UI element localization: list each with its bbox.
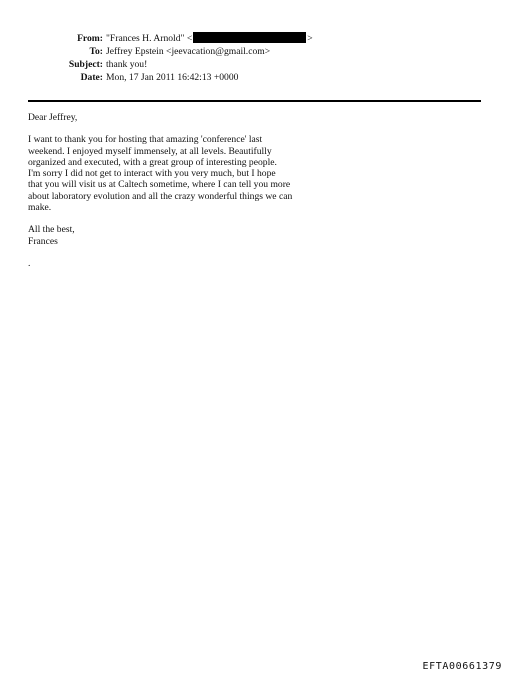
document-id: EFTA00661379 xyxy=(422,661,502,672)
email-header xyxy=(0,32,512,84)
date-value: Mon, 17 Jan 2011 16:42:13 +0000 xyxy=(106,72,239,83)
from-value xyxy=(106,32,313,45)
message-body xyxy=(28,112,328,269)
closing: All the best, xyxy=(28,224,75,236)
to-row xyxy=(0,45,512,58)
trailing-mark: . xyxy=(28,257,31,269)
from-label: From: xyxy=(77,33,103,44)
date-label: Date: xyxy=(80,72,103,83)
paragraph-line: about laboratory evolution and all the crazy wonderful things we can xyxy=(28,190,293,202)
paragraph-line: organized and executed, with a great group of interesting people. xyxy=(28,156,277,168)
to-value: Jeffrey Epstein <jeevacation@gmail.com> xyxy=(106,46,271,57)
subject-row xyxy=(0,58,512,71)
paragraph-line: make. xyxy=(28,202,52,214)
from-suffix: > xyxy=(307,33,313,44)
paragraph-line: I want to thank you for hosting that amazing 'conference' last xyxy=(28,134,263,146)
from-name: "Frances H. Arnold" < xyxy=(106,33,193,44)
paragraph-line: weekend. I enjoyed myself immensely, at all levels. Beautifully xyxy=(28,145,272,157)
to-label: To: xyxy=(89,46,103,57)
sign-off xyxy=(28,224,328,247)
signature: Frances xyxy=(28,235,58,247)
subject-value: thank you! xyxy=(106,59,148,70)
date-row xyxy=(0,71,512,84)
greeting: Dear Jeffrey, xyxy=(28,112,78,123)
from-row xyxy=(0,32,512,45)
paragraph-line: I'm sorry I did not get to interact with you very much, but I hope xyxy=(28,168,276,180)
header-divider xyxy=(28,100,481,102)
message-paragraph xyxy=(28,134,328,213)
paragraph-line: that you will visit us at Caltech sometime, where I can tell you more xyxy=(28,179,291,191)
subject-label: Subject: xyxy=(68,59,103,70)
redaction-box xyxy=(193,32,306,43)
